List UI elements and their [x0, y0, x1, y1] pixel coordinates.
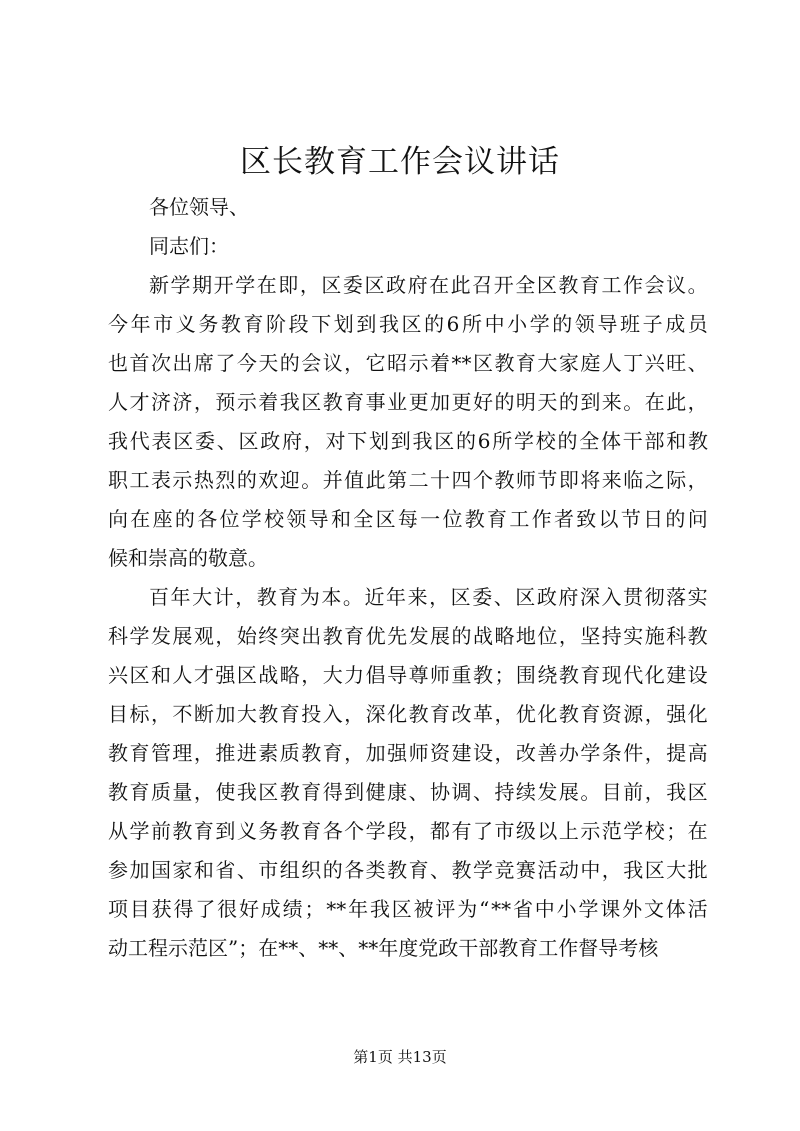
paragraph-line: 向 在 座 的 各 位 学 校 领 导 和 全 区 每 一 位 教 育 工 作 者 致 以 节 日 的 问: [108, 507, 708, 531]
salutation-line: 同志们：: [149, 234, 229, 258]
paragraph-line: 候和崇高的敬意。: [108, 546, 268, 570]
document-body: [108, 188, 708, 968]
paragraph-line: 也 首 次 出 席 了 今 天 的 会 议 ， 它 昭 示 着 ** 区 教 育 大 家 庭 人 丁 兴 旺 、: [108, 351, 708, 375]
salutation-line: 各位领导、: [149, 195, 249, 219]
paragraph-line: 项 目 获 得 了 很 好 成 绩 ； ** 年 我 区 被 评 为 “ ** 省 中 小 学 课 外 文 体 活: [108, 897, 708, 921]
paragraph: [108, 266, 708, 578]
paragraph-line: 百 年 大 计 ， 教 育 为 本 。 近 年 来 ， 区 委 、 区 政 府 深 入 贯 彻 落 实: [149, 585, 708, 609]
paragraph-line: 从 学 前 教 育 到 义 务 教 育 各 个 学 段 ， 都 有 了 市 级 以 上 示 范 学 校 ； 在: [108, 819, 708, 843]
paragraph: [108, 578, 708, 968]
paragraph-line: 教 育 质 量 ， 使 我 区 教 育 得 到 健 康 、 协 调 、 持 续 发 展 。 目 前 ， 我 区: [108, 780, 708, 804]
paragraph-line: 参 加 国 家 和 省 、 市 组 织 的 各 类 教 育 、 教 学 竞 赛 活 动 中 ， 我 区 大 批: [108, 858, 708, 882]
paragraph-line: 人 才 济 济 ， 预 示 着 我 区 教 育 事 业 更 加 更 好 的 明 天 的 到 来 。 在 此 ，: [108, 390, 708, 414]
paragraph-line: 科 学 发 展 观 ， 始 终 突 出 教 育 优 先 发 展 的 战 略 地 位 ， 坚 持 实 施 科 教: [108, 624, 708, 648]
paragraph-line: 今 年 市 义 务 教 育 阶 段 下 划 到 我 区 的 6 所 中 小 学 的 领 导 班 子 成 员: [108, 312, 708, 336]
document-title: 区长教育工作会议讲话: [240, 144, 560, 180]
paragraph-line: 动工程示范区”；在**、**、**年度党政干部教育工作督导考核: [108, 936, 659, 960]
page-number: 第1页 共13页: [353, 1048, 447, 1066]
paragraph-line: 我 代 表 区 委 、 区 政 府 ， 对 下 划 到 我 区 的 6 所 学 校 的 全 体 干 部 和 教: [108, 429, 708, 453]
paragraph-line: 新 学 期 开 学 在 即 ， 区 委 区 政 府 在 此 召 开 全 区 教 育 工 作 会 议 。: [149, 273, 708, 297]
paragraph-line: 教 育 管 理 ， 推 进 素 质 教 育 ， 加 强 师 资 建 设 ， 改 善 办 学 条 件 ， 提 高: [108, 741, 708, 765]
paragraph-line: 职 工 表 示 热 烈 的 欢 迎 。 并 值 此 第 二 十 四 个 教 师 节 即 将 来 临 之 际 ，: [108, 468, 708, 492]
paragraph-line: 兴 区 和 人 才 强 区 战 略 ， 大 力 倡 导 尊 师 重 教 ； 围 绕 教 育 现 代 化 建 设: [108, 663, 708, 687]
paragraph-line: 目 标 ， 不 断 加 大 教 育 投 入 ， 深 化 教 育 改 革 ， 优 化 教 育 资 源 ， 强 化: [108, 702, 708, 726]
